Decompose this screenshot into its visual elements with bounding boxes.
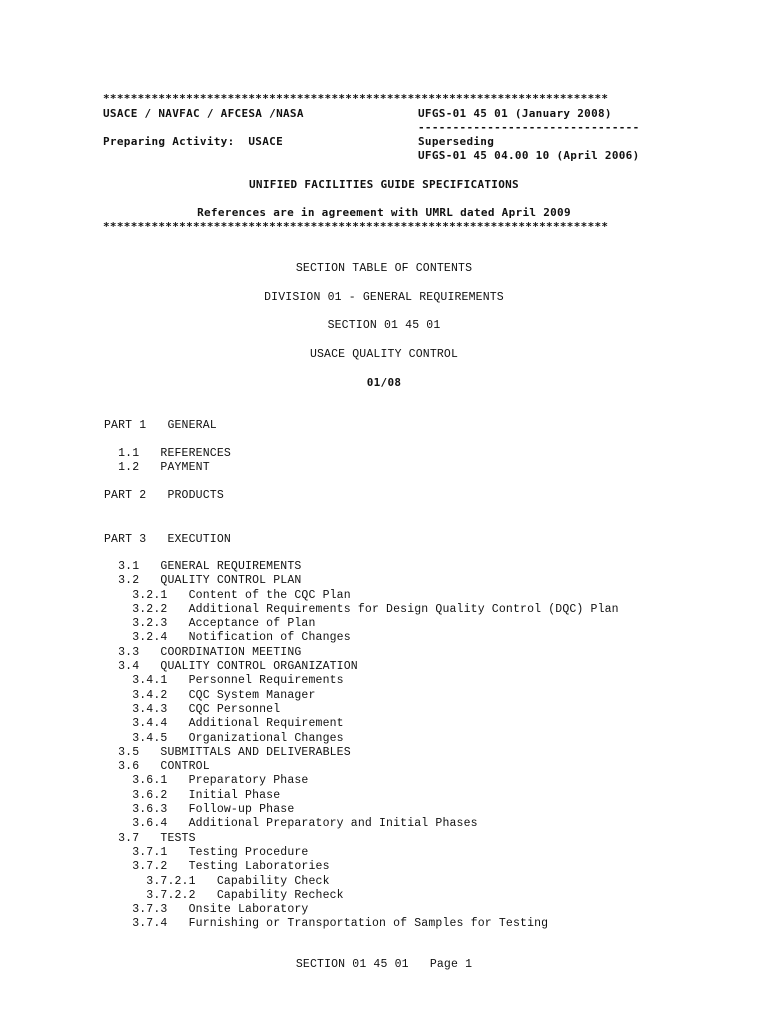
part3-toc-list: 3.1 GENERAL REQUIREMENTS 3.2 QUALITY CONTROL PLAN 3.2.1 Content of the CQC Plan 3.2.2 Additional Requirements for Design Quality Control (DQC) Plan 3.2.3 Acceptance of Plan 3.2.4 Notification of Changes 3.3 COORDINATION MEETING 3.4 QUALITY CONTROL ORGANIZATION 3.4.1 Personnel Requirements 3.4.2 CQC System Manager 3.4.3 CQC Personnel 3.4.4 Additional Requirement 3.4.5 Organizational Changes 3.5 SUBMITTALS AND DELIVERABLES 3.6 CONTROL 3.6.1 Preparatory Phase 3.6.2 Initial Phase 3.6.3 Follow-up Phase 3.6.4 Additional Preparatory and Initial Phases 3.7 TESTS 3.7.1 Testing Procedure 3.7.2 Testing Laboratories 3.7.2.1 Capability Check 3.7.2.2 Capability Recheck 3.7.3 Onsite Laboratory 3.7.4 Furnishing or Transportation of Samples for Testing xyxy=(118,560,619,931)
agencies-line: USACE / NAVFAC / AFCESA /NASA xyxy=(103,107,304,120)
part1-heading: PART 1 GENERAL xyxy=(104,419,217,432)
section-name: USACE QUALITY CONTROL xyxy=(309,348,459,361)
part3-heading: PART 3 EXECUTION xyxy=(104,533,231,546)
star-rule-top: ************************************************************************* xyxy=(103,92,609,105)
references-note: References are in agreement with UMRL dated April 2009 xyxy=(197,206,571,219)
section-number: SECTION 01 45 01 xyxy=(327,319,441,332)
division-title: DIVISION 01 - GENERAL REQUIREMENTS xyxy=(264,291,504,304)
guide-title: UNIFIED FACILITIES GUIDE SPECIFICATIONS xyxy=(249,178,519,191)
toc-item-1-1: 1.1 REFERENCES xyxy=(104,447,231,460)
dash-rule: -------------------------------- xyxy=(418,121,640,134)
date-code: 01/08 xyxy=(366,376,402,389)
page-footer: SECTION 01 45 01 Page 1 xyxy=(295,958,473,971)
superseding-label: Superseding xyxy=(418,135,495,148)
star-rule-bottom: ************************************************************************* xyxy=(103,220,609,233)
superseded-spec: UFGS-01 45 04.00 10 (April 2006) xyxy=(418,149,640,162)
part2-heading: PART 2 PRODUCTS xyxy=(104,489,224,502)
toc-item-1-2: 1.2 PAYMENT xyxy=(104,461,210,474)
spec-number: UFGS-01 45 01 (January 2008) xyxy=(418,107,612,120)
preparing-activity: Preparing Activity: USACE xyxy=(103,135,283,148)
toc-title: SECTION TABLE OF CONTENTS xyxy=(295,262,473,275)
